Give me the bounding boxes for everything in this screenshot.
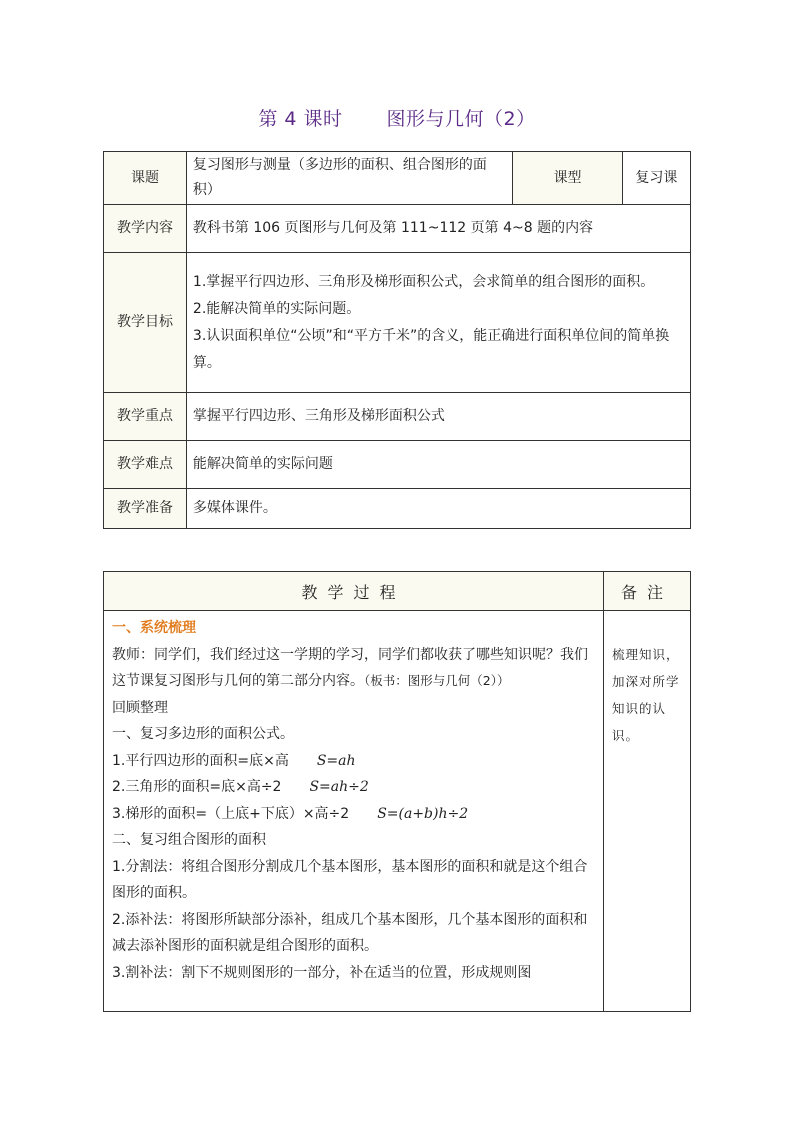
teaching-process-table <box>103 571 691 1012</box>
goal-item: 1.掌握平行四边形、三角形及梯形面积公式，会求简单的组合图形的面积。 <box>192 273 655 290</box>
part2-heading: 二、复习组合图形的面积 <box>112 832 266 848</box>
page-title <box>0 104 794 131</box>
difficulty-label: 教学难点 <box>104 441 187 489</box>
prep-row <box>104 489 691 529</box>
topic-row <box>104 152 691 205</box>
section-heading: 一、系统梳理 <box>112 620 196 636</box>
lesson-topic: 图形与几何（2） <box>386 108 536 130</box>
intro-text: 教师：同学们，我们经过这一学期的学习，同学们都收获了哪些知识呢？我们这节课复习图形与几何的第二部分内容。（板书：图形与几何（2）） <box>112 646 588 689</box>
process-header: 教学过程 <box>104 572 604 611</box>
formula-triangle: 2.三角形的面积=底×高÷2 S=ah÷2 <box>112 779 369 795</box>
formula-parallelogram: 1.平行四边形的面积=底×高 S=ah <box>112 752 356 769</box>
notes-header: 备注 <box>604 572 691 611</box>
formula-trapezoid: 3.梯形的面积=（上底+下底）×高÷2 S=(a+b)h÷2 <box>112 805 469 822</box>
type-value: 复习课 <box>622 152 690 205</box>
type-label: 课型 <box>513 152 623 205</box>
board-note: （板书：图形与几何（2）） <box>364 673 510 688</box>
prep-label: 教学准备 <box>104 489 187 529</box>
goal-item: 2.能解决简单的实际问题。 <box>192 300 361 317</box>
difficulty-row <box>104 441 691 489</box>
notes-content: 梳理知识，加深对所学知识的认识。 <box>604 611 691 1012</box>
content-row <box>104 205 691 253</box>
content-value: 教科书第 106 页图形与几何及第 111~112 页第 4~8 题的内容 <box>186 205 690 253</box>
goal-item: 3.认识面积单位“公顷”和“平方千米”的含义，能正确进行面积单位间的简单换算。 <box>192 327 670 371</box>
prep-value: 多媒体课件。 <box>186 489 690 529</box>
method-fill: 2.添补法：将图形所缺部分添补，组成几个基本图形，几个基本图形的面积和减去添补图形的面积就是组合图形的面积。 <box>112 911 588 954</box>
method-split: 1.分割法：将组合图形分割成几个基本图形，基本图形的面积和就是这个组合图形的面积。 <box>112 858 588 901</box>
goals-row <box>104 253 691 393</box>
key-value: 掌握平行四边形、三角形及梯形面积公式 <box>186 393 690 441</box>
method-cut-fill: 3.割补法：割下不规则图形的一部分，补在适当的位置，形成规则图 <box>112 964 532 981</box>
process-header-row <box>104 572 691 611</box>
content-label: 教学内容 <box>104 205 187 253</box>
topic-value: 复习图形与测量（多边形的面积、组合图形的面积） <box>186 152 512 205</box>
topic-label: 课题 <box>104 152 187 205</box>
part1-heading: 一、复习多边形的面积公式。 <box>112 726 294 742</box>
key-label: 教学重点 <box>104 393 187 441</box>
key-row <box>104 393 691 441</box>
goals-list <box>186 253 690 393</box>
process-content <box>104 611 604 1012</box>
review-heading: 回顾整理 <box>112 699 168 716</box>
lesson-info-table <box>103 151 691 529</box>
goals-label: 教学目标 <box>104 253 187 393</box>
lesson-number: 第 4 课时 <box>258 108 343 130</box>
difficulty-value: 能解决简单的实际问题 <box>186 441 690 489</box>
process-body-row <box>104 611 691 1012</box>
